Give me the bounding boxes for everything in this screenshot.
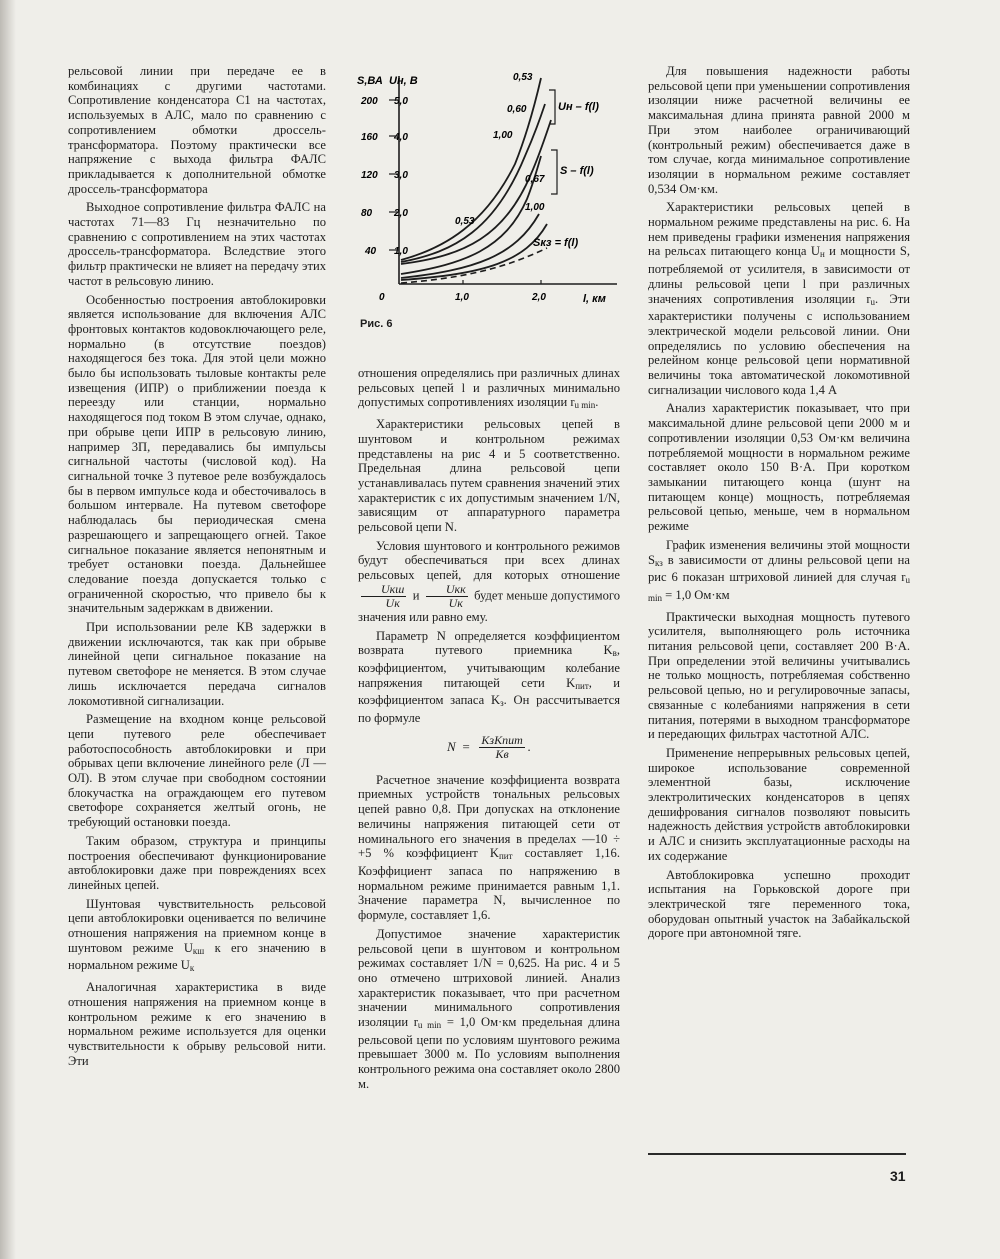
- curve-label: 0,60: [507, 104, 527, 115]
- paragraph: При использовании реле КВ задержки в движении исключаются, так как при обрыве линейной цепи сигнальное показание на путевом светофоре не меняется. В этом случае лишь исключается передача сигналов локомотивной сигнализации.: [68, 620, 326, 708]
- subscript: в: [612, 648, 617, 659]
- fraction-denominator: Uк: [448, 595, 463, 610]
- paragraph: [358, 927, 620, 1092]
- subscript: з: [500, 698, 504, 709]
- fraction-numerator: Uкш: [361, 583, 406, 597]
- subscript: u min: [648, 575, 910, 603]
- text-run: к его значению в нормальном режиме U: [68, 940, 326, 973]
- text-run: Параметр N определяется коэффициентом возврата путевого приемника K: [358, 628, 620, 658]
- text-run: и: [412, 588, 420, 603]
- u-tick-label: 5,0: [394, 96, 408, 107]
- y-axis-title-u: Uн, В: [389, 75, 418, 87]
- fraction-numerator: Uкк: [426, 583, 468, 597]
- formula-equals: =: [461, 738, 471, 754]
- text-run: , коэффициентом, учитывающим колебание напряжения питающей сети K: [358, 643, 620, 690]
- text-run: в зависимости от длины рельсовой цепи на рис 6 показан штриховой линией для случая r: [648, 552, 910, 585]
- formula: [358, 734, 620, 761]
- text-run: составляет 1,16. Коэффициент запаса по напряжению в нормальном режиме принимается равным 1,1. Значение параметра N, вычисленное по формуле, составляет 1,6.: [358, 846, 620, 923]
- paragraph: Аналогичная характеристика в виде отношения напряжения на приемном конце в контрольном режиме к его значению в нормальном режиме используется для оценки чувствительности к обрыву рельсовой нити. Эти: [68, 980, 326, 1068]
- curve-label: 1,00: [493, 130, 513, 141]
- text-run: = 1,0 Ом·км предельная длина рельсовой цепи по условиям шунтового режима превышает 3000 м. По условиям выполнения контрольного режима она составляет около 2800 м.: [358, 1015, 620, 1091]
- y-axis-title-s: S,ВА: [357, 75, 383, 87]
- curve-label: 0,53: [455, 216, 475, 227]
- paragraph: [358, 773, 620, 923]
- legend-u: Uн – f(l): [558, 101, 599, 113]
- figure-6: [355, 64, 625, 344]
- curve-u-r100: [401, 120, 551, 264]
- text-run: . Он рассчитывается по формуле: [358, 693, 620, 726]
- figure-6-chart: [355, 64, 625, 314]
- figure-caption: Рис. 6: [360, 318, 393, 330]
- u-tick-label: 1,0: [394, 246, 408, 257]
- binding-shadow: [0, 0, 16, 1259]
- legend-s: S – f(l): [560, 165, 594, 177]
- text-run: и мощности S, потребляемой от усилителя, в зависимости от длины рельсовой цепи l при различных значениях сопротивления изоляции r: [648, 244, 910, 306]
- subscript: кш: [192, 945, 205, 956]
- curve-u-r060: [401, 104, 545, 262]
- paragraph: Практически выходная мощность путевого усилителя, выполняющего роль источника питания рельсовой цепи, составляет 200 В·А. При определении этой величины учитывались не только мощность, потребляемая собственно рельсовой цепью, но и регулировочные запасы, связанные с колебаниями напряжения в сети питания, потерями в выходном трансформаторе и передающих фильтрах частотной АЛС.: [648, 609, 910, 742]
- paragraph: Особенностью построения автоблокировки является использование для включения АЛС фронтовых контактов кодовоключающего реле, нормально (в отсутствие поездов) находящегося без тока. Для этой цели можно было бы использовать тыловые контакты реле извещения (ИПР) о приближении поезда к переезду или станции, нормально находящегося под током В этом случае, однако, при обрыве цепи ИПР в рельсовую линию, например 3П, передавались бы импульсы сигнальной частоты (числовой код). На сигнальной точке 3 путевое реле возбуждалось бы в первом импульсе кода и обесточивалось в большом интервале. На путевом светофоре наблюдалась бы периодическая смена разрешающего и запрещающего огней. Такое сигнальное показание является непонятным и требует остановки поезда. Дальнейшее следование поезда допускается только с ограниченной скоростью, что привело бы к значительным задержкам в движении.: [68, 292, 326, 616]
- bracket: [551, 150, 557, 194]
- formula-end: .: [527, 738, 532, 754]
- subscript: u min: [417, 1020, 442, 1031]
- paragraph: Характеристики рельсовых цепей в шунтовом и контрольном режимах представлены на рис 4 и 5 соответственно. Предельная длина рельсовой цепи устанавливалась путем сравнения значений этих характеристик с их допустимым значением 1/N, зависящим от аппаратурного параметра рельсовой цепи N.: [358, 417, 620, 535]
- s-tick-label: 120: [361, 170, 378, 181]
- text-run: . Эти характеристики получены с использованием электрической модели рельсовой линии. Они определялись по условию обеспечения на релейном конце рельсовой цепи нормативной величины тока автоматической локомотивной сигнализации числового кода 1,4 А: [648, 291, 910, 397]
- x-tick-label: 1,0: [455, 292, 469, 303]
- fraction: [361, 583, 406, 610]
- s-tick-label: 80: [361, 208, 373, 219]
- paragraph: Автоблокировка успешно проходит испытания на Горьковской дороге при электрической тяге переменного тока, оборудован опытный участок на Забайкальской дороге при автономной тяге.: [648, 867, 910, 941]
- curve-label: 0,53: [513, 72, 533, 83]
- paragraph: Таким образом, структура и принципы построения обеспечивают функционирование автоблокировки даже при повреждениях всех линейных цепей.: [68, 833, 326, 892]
- u-tick-label: 2,0: [394, 208, 408, 219]
- fraction-numerator: KзKпит: [481, 732, 523, 747]
- fraction: [426, 583, 468, 610]
- text-run: .: [595, 395, 599, 410]
- subscript: к: [189, 963, 195, 974]
- paragraph: Применение непрерывных рельсовых цепей, широкое использование современной элементной базы, исключение электролитических конденсаторов в цепях дешифрования сигналов позволяют повысить надежность действия устройств автоблокировки и АЛС и снизить эксплуатационные расходы на их содержание: [648, 745, 910, 863]
- text-run: = 1,0 Ом·км: [662, 587, 730, 602]
- text-run: Допустимое значение характеристик рельсовой цепи в шунтовом и контрольном режимах составляет 1/N = 0,625. На рис. 4 и 5 оно отмечено штриховой линией. Анализ характеристик показывает, что при расчетном значении минимального сопротивления изоляции r: [358, 926, 620, 1030]
- u-tick-label: 3,0: [394, 170, 408, 181]
- subscript: u: [870, 296, 876, 307]
- legend-skz: Sкз = f(l): [533, 237, 579, 249]
- u-tick-label: 4,0: [394, 132, 408, 143]
- fraction: [479, 734, 524, 761]
- subscript: пит: [498, 851, 513, 862]
- text-run: Расчетное значение коэффициента возврата приемных устройств тональных рельсовых цепей равно 0,8. При допусках на отклонение величины напряжения питающей сети от номинального его значения в пределах —10 ÷ +5 % коэффициент K: [358, 772, 620, 861]
- paragraph: [358, 539, 620, 625]
- curve-label: 1,00: [525, 202, 545, 213]
- formula-lhs: N: [446, 738, 456, 754]
- paragraph: рельсовой линии при передаче ее в комбинациях с другими частотами. Сопротивление конденсатора С1 на частотах, используемых в АЛС, мало по сравнению с сопротивлением обмотки дроссель-трансформатора. Поэтому практически все напряжение с выхода фильтра ФАЛС прикладывается к дополнительной обмотке дроссель-трансформатора: [68, 64, 326, 196]
- text-run: будет меньше допустимого значения или равно ему.: [358, 588, 621, 624]
- x-tick-label: 2,0: [532, 292, 546, 303]
- fraction-denominator: Uк: [385, 595, 400, 610]
- text-run: отношения определялись при различных длинах рельсовых цепей l и различных минимально допустимых сопротивлениях изоляции r: [358, 366, 620, 410]
- subscript: н: [819, 249, 825, 260]
- x-axis-title: l, км: [583, 293, 606, 305]
- subscript: u min: [574, 400, 596, 411]
- subscript: пит: [575, 680, 589, 691]
- paragraph: [358, 366, 620, 413]
- text-column-middle: [358, 366, 620, 1096]
- text-run: График изменения величины этой мощности S: [648, 537, 910, 567]
- footer-rule: [648, 1153, 906, 1155]
- paragraph: Анализ характеристик показывает, что при максимальной длине рельсовой цепи 2000 м и сопротивлении изоляции 0,53 Ом·км величина потребляемой мощности в нормальном режиме составляет около 150 В·А. При коротком замыкании питающего конца (шунт на питающем конце) мощность, потребляемая рельсовой цепью, меньше, чем в нормальном режиме: [648, 401, 910, 534]
- paragraph: Размещение на входном конце рельсовой цепи путевого реле обеспечивает работоспособность автоблокировки и при обрывах цепи включение линейного реле (Л — ОЛ). В этом случае при свободном состоянии блокучастка на ограждающем его путевом светофоре сохраняется желтый огонь, не требующий остановки поезда.: [68, 712, 326, 830]
- paragraph: [358, 629, 620, 726]
- fraction-denominator: Kв: [495, 746, 509, 761]
- text-run: Шунтовая чувствительность рельсовой цепи автоблокировки оценивается по величине отношения напряжения на приемном конце в шунтовом режиме U: [68, 896, 326, 955]
- s-tick-label: 200: [361, 96, 378, 107]
- s-tick-label: 40: [365, 246, 377, 257]
- paragraph: Для повышения надежности работы рельсовой цепи при уменьшении сопротивления изоляции ниже расчетной величины ее максимальная длина принята равной 2000 м При этом наиболее ограничивающий (контрольный режим) обеспечивается даже в том случае, когда минимальное сопротивление изоляции в нормальном режиме составляет 0,534 Ом·км.: [648, 64, 910, 196]
- text-column-left: [68, 64, 326, 1072]
- text-run: Характеристики рельсовых цепей в нормальном режиме представлены на рис. 6. На нем приведены графики изменения напряжения на рельсах питающего конца U: [648, 200, 910, 259]
- page-number: 31: [890, 1168, 906, 1184]
- paragraph: [648, 538, 910, 606]
- text-run: Условия шунтового и контрольного режимов будут обеспечиваться при всех длинах рельсовых цепей, для которых отношение: [358, 538, 620, 583]
- x-tick-label: 0: [379, 292, 385, 303]
- curve-label: 0,67: [525, 174, 545, 185]
- paragraph: [68, 897, 326, 977]
- paragraph: [648, 200, 910, 397]
- bracket: [549, 90, 555, 124]
- text-column-right: [648, 64, 910, 945]
- subscript: кз: [655, 557, 663, 568]
- paragraph: Выходное сопротивление фильтра ФАЛС на частотах 71—83 Гц незначительно по сравнению с сопротивлением на этих частотах дроссель-трансформатора. Вследствие этого фильтр практически не влияет на передачу этих частот в рельсовую линию.: [68, 200, 326, 288]
- s-tick-label: 160: [361, 132, 378, 143]
- text-run: , и коэффициентом запаса K: [358, 675, 620, 708]
